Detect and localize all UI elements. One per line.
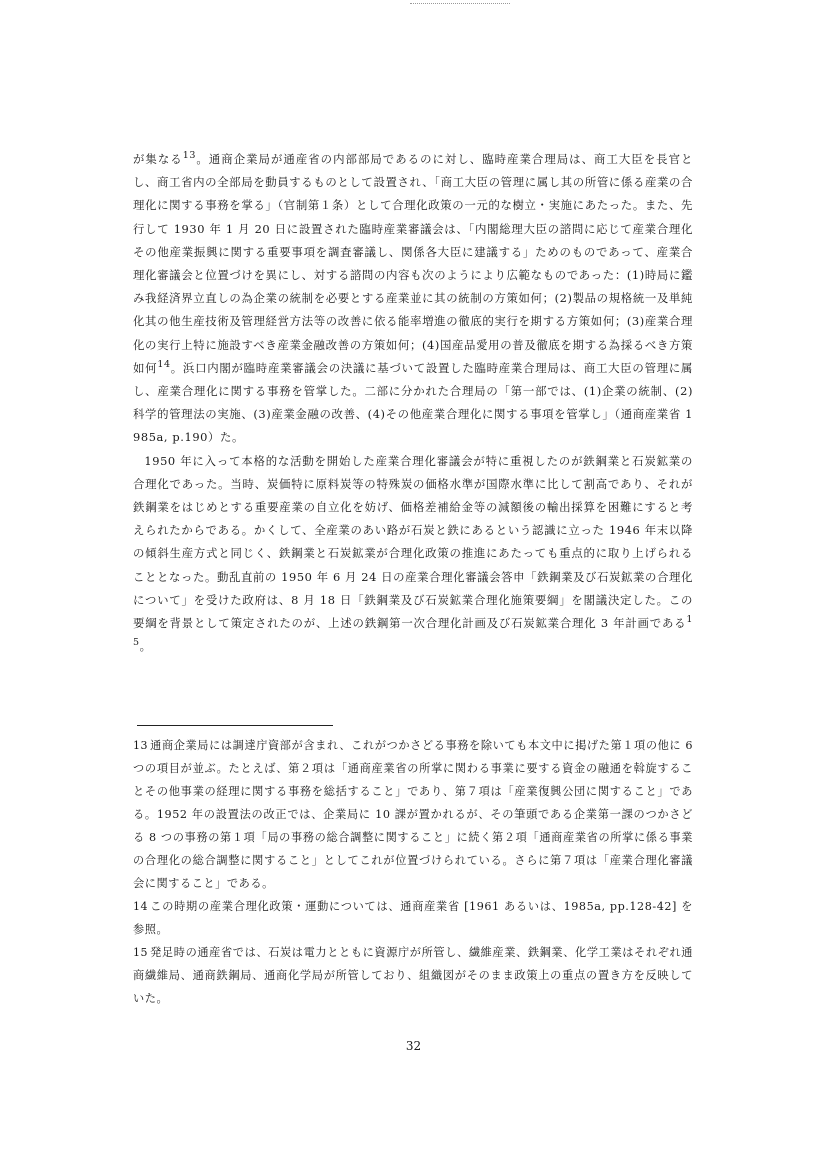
footnote-text: この時期の産業合理化政策・運動については、通商産業省 [1961 あるいは、1985a, pp.128-42] を参照。 (133, 900, 693, 936)
footnote-number: 13 (133, 739, 149, 752)
footnote-ref-14[interactable]: 14 (157, 358, 171, 370)
footnote-divider (137, 725, 333, 726)
paragraph-text: 。浜口内閣が臨時産業審議会の決議に基づいて設置した臨時産業合理局は、商工大臣の管理に属し、産業合理化に関する事務を管掌した。二部に分かれた合理局の「第一部では、(1)企業の統制、(2)科学的管理法の実施、(3)産業金融の改善、(4)その他産業合理化に関する事項を管掌し」（通商産業省 1985a, p.190）た。 (133, 360, 694, 445)
main-body-text (133, 148, 693, 658)
body-paragraph-1 (133, 148, 693, 450)
paragraph-text: 1950 年に入って本格的な活動を開始した産業合理化審議会が特に重視したのが鉄鋼業と石炭鉱業の合理化であった。当時、炭価特に原料炭等の特殊炭の価格水準が国際水準に比して割高であり、それが鉄鋼業をはじめとする重要産業の自立化を妨げ、価格差補給金等の減額後の輸出採算を困難にすると考えられたからである。かくして、全産業のあい路が石炭と鉄にあるという認識に立った 1946 年末以降の傾斜生産方式と同じく、鉄鋼業と石炭鉱業が合理化政策の推進にあたっても重点的に取り上げられることとなった。動乱直前の 1950 年 6 月 24 日の産業合理化審議会答申「鉄鋼業及び石炭鉱業の合理化について」を受けた政府は、8 月 18 日「鉄鋼業及び石炭鉱業合理化施策要綱」を閣議決定した。この要綱を背景として策定されたのが、上述の鉄鋼第一次合理化計画及び石炭鉱業合理化 3 年計画である (133, 453, 693, 631)
body-paragraph-2 (133, 450, 693, 659)
footnote-ref-15[interactable]: 15 (133, 614, 693, 649)
footnote-14 (133, 895, 693, 941)
footnote-ref-13[interactable]: 13 (182, 150, 196, 161)
footnotes-section (133, 734, 693, 1010)
footnote-15 (133, 941, 693, 1010)
footnote-text: 通商企業局には調達庁資部が含まれ、これがつかさどる事務を除いても本文中に掲げた第１項の他に 6 つの項目が並ぶ。たとえば、第２項は「通商産業省の所掌に関わる事業に要する資金の融通を斡旋することその他事業の経理に関する事務を総括すること」であり、第７項は「産業復興公団に関すること」である。1952 年の設置法の改正では、企業局に 10 課が置かれるが、その筆頭である企業第一課のつかさどる 8 つの事務の第１項「局の事務の総合調整に関すること」に続く第２項「通商産業省の所掌に係る事業の合理化の総合調整に関すること」としてこれが位置づけられている。さらに第７項は「産業合理化審議会に関すること」である。 (133, 739, 693, 890)
footnote-number: 14 (133, 900, 149, 913)
paragraph-text: が集なる (133, 152, 183, 166)
footnote-13 (133, 734, 693, 895)
paragraph-text: 。 (139, 639, 152, 654)
page-number: 32 (405, 1039, 422, 1053)
footnote-text: 発足時の通産省では、石炭は電力とともに資源庁が所管し、繊維産業、鉄鋼業、化学工業はそれぞれ通商繊維局、通商鉄鋼局、通商化学局が所管しており、組織図がそのまま政策上の重点の置き方を反映していた。 (133, 946, 693, 1005)
paragraph-text: 。通商企業局が通産省の内部部局であるのに対し、臨時産業合理局は、商工大臣を長官とし、商工省内の全部局を動員するものとして設置され、「商工大臣の管理に属し其の所管に係る産業の合理化に関する事務を掌る」（官制第１条）として合理化政策の一元的な樹立・実施にあたった。また、先行して 1930 年 1 月 20 日に設置された臨時産業審議会は、「内閣総理大臣の諮問に応じて産業合理化その他産業振興に関する重要事項を調査審議し、関係各大臣に建議する」ためのものであって、産業合理化審議会と位置づけを異にし、対する諮問の内容も次のようにより広範なものであった：(1)時局に鑑み我経済界立直しの為企業の統制を必要とする産業並に其の統制の方策如何；(2)製品の規格統一及単純化其の他生産技術及管理経営方法等の改善に依る能率増進の徹底的実行を期する方策如何；(3)産業合理化の実行上特に施設すべき産業金融改善の方策如何；(4)国産品愛用の普及徹底を期する為採るべき方策如何 (133, 152, 693, 375)
scan-artifact (410, 3, 510, 6)
footnote-number: 15 (133, 946, 149, 959)
